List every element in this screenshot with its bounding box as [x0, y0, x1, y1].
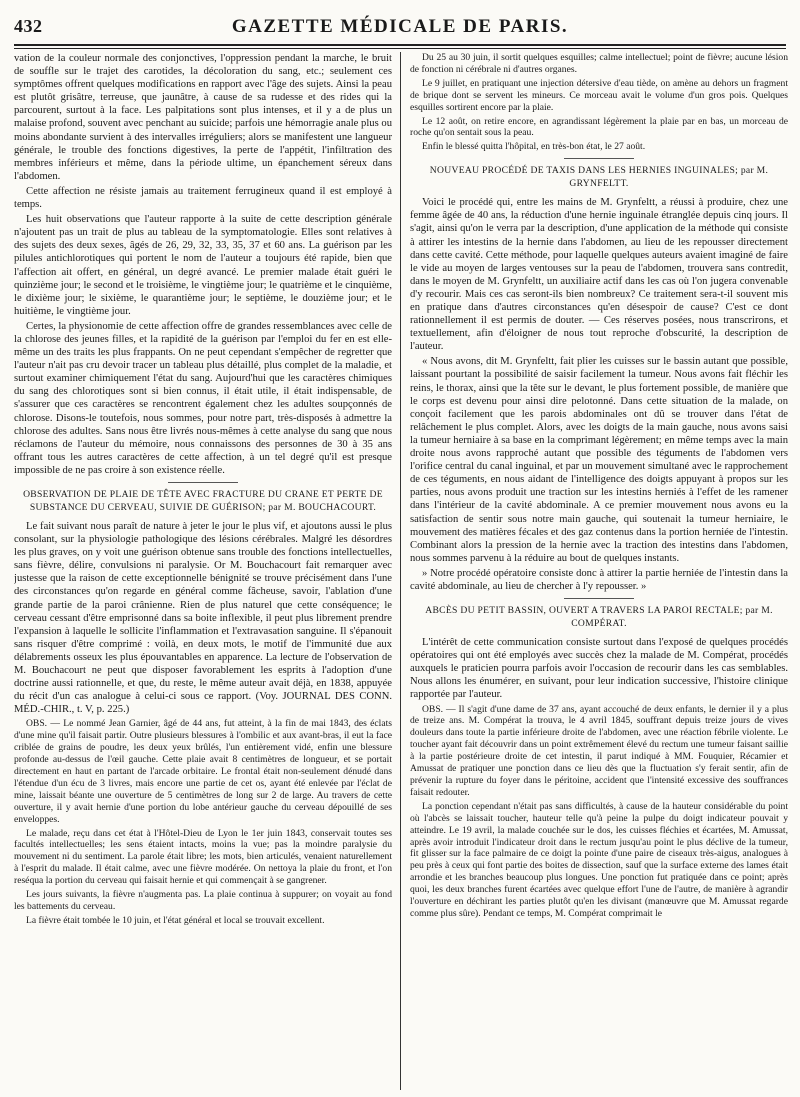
- column-divider: [400, 52, 401, 1090]
- observation-paragraph: Le 12 août, on retire encore, en agrandissant légèrement la plaie par en bas, un morceau de roche qu'on sentait sous la peau.: [410, 115, 788, 139]
- page-number: 432: [14, 16, 43, 36]
- observation-paragraph: La ponction cependant n'était pas sans difficultés, à cause de la hauteur considérable du point où l'abcès se laissait toucher, hauteur telle qu'à peine la pulpe du doigt indicateur pouvait y atteindre. Le 19 avril, la malade couchée sur le dos, les cuisses fléchies et écartées, M. Amussat, après avoir introduit l'indicateur droit dans le rectum jusqu'au point le plus déclive de la tumeur, fit glisser sur la face palmaire de ce doigt la pointe d'une paire de ciseaux très-aigus, analogues à peu près à ceux qui font partie des boites de dissection, sauf que la surface externe des lames était arrondie et les branches beaucoup plus longues. Une ponction fut pratiquée dans ce point; après quoi, les deux branches furent écartées avec quelque effort l'une de l'autre, de manière à agrandir l'ouverture en déchirant les parties plutôt qu'en les divisant (manœuvre que M. Amussat regarde comme plus sûre). Pendant ce temps, M. Compérat comprimait le: [410, 800, 788, 919]
- observation-paragraph: Le 9 juillet, en pratiquant une injection détersive d'eau tiède, on amène au dehors un fragment de brique dont se servent les mineurs. Ce morceau avait le volume d'un gros pois. Quelques esquilles sortirent encore par la plaie.: [410, 77, 788, 113]
- paragraph: Cette affection ne résiste jamais au traitement ferrugineux quand il est employé à temps.: [14, 185, 392, 211]
- observation-paragraph: Enfin le blessé quitta l'hôpital, en très-bon état, le 27 août.: [422, 141, 646, 153]
- observation-paragraph: Du 25 au 30 juin, il sortit quelques esquilles; calme intellectuel; point de fièvre; aucune lésion de fonction ni cérébrale ni d'autres organes.: [410, 52, 788, 75]
- paragraph: » Notre procédé opératoire consiste donc à attirer la partie herniée de l'intestin dans la cavité abdominale, au lieu de chercher à l'y repousser. »: [410, 567, 788, 592]
- observation-paragraph: OBS. — Il s'agit d'une dame de 37 ans, ayant accouché de deux enfants, le dernier il y a plus de treize ans. M. Compérat la trouva, le 4 avril 1845, souffrant depuis treize jours de vives douleurs dans toute la partie inférieure droite de l'abdomen, avec une réaction fébrile violente. Le toucher ayant fait découvrir dans un point extrêmement élevé du rectum une tumeur faisant saillie à la partie postérieure droite de cet intestin, il parut indiqué à MM. Fouquier, Récamier et Amussat de pratiquer une ponction dans ce lieu dès que la fluctuation s'y ferait sentir, afin de prévenir la rupture du foyer dans le péritoine, accident que l'intensité excessive des souffrances faisait redouter.: [410, 703, 788, 798]
- right-column: [410, 52, 788, 1090]
- observation-paragraph: Le malade, reçu dans cet état à l'Hôtel-Dieu de Lyon le 1er juin 1843, conservait toutes ses facultés intellectuelles; les sens étaient intacts, moins la vue; pas la moindre paralysie du mouvement ni du sentiment. La parole était libre; les mots, bien articulés, venaient naturellement à l'esprit du malade. Il était calme, avec une fièvre modérée. On nettoya la plaie du front, et l'on reséqua la portion du cerveau qui faisait hernie et qui commençait à se gangrener.: [14, 827, 392, 887]
- section-separator: [168, 482, 238, 483]
- article-title: NOUVEAU PROCÉDÉ DE TAXIS DANS LES HERNIES INGUINALES; par M. GRYNFELTT.: [429, 165, 769, 189]
- article-title: OBSERVATION DE PLAIE DE TÊTE AVEC FRACTURE DU CRANE ET PERTE DE SUBSTANCE DU CERVEAU, SUIVIE DE GUÉRISON; par M. BOUCHACOURT.: [23, 489, 383, 513]
- paragraph: « Nous avons, dit M. Grynfeltt, fait plier les cuisses sur le bassin autant que possible, laissant pourtant la possibilité de saisir facilement la tumeur. Nous avons fait fléchir les reins, le thorax, ainsi que la tête sur le devant, le plus fortement possible, de manière que le corps est devenu pour ainsi dire pelotonné. Dans cette situation de la malade, on conçoit facilement que les parois abdominales ont dû se trouver dans l'état de relâchement le plus complet. Alors, avec les doigts de la main gauche, nous avons saisi la tumeur herniaire à sa base en la comprimant légèrement; en même temps avec la main droite nous avons rapproché autant que possible des téguments de l'abdomen vers l'orifice central du canal inguinal, et par un mouvement simultané avec le rapprochement de ces téguments, en nous aidant de l'intelligence des doigts appuyant à propos sur les parties, nous avons produit une traction sur les intestins herniés à l'effet de les ramener dans l'intérieur de la cavité abdominale. A ce premier mouvement nous avons eu la satisfaction de sentir sous notre main gauche, qui soutenait la tumeur herniaire, le mouvement des matières fécales et des gaz contenus dans la portion herniée de l'intestin. Combinant alors la pression de la hernie avec la traction des intestins dans l'abdomen, nous sommes parvenu à la réduire au bout de quelques instants.: [410, 356, 788, 564]
- header-rule: [14, 44, 786, 49]
- paragraph: vation de la couleur normale des conjonctives, l'oppression pendant la marche, le bruit de souffle sur le trajet des carotides, la décoloration du sang, etc.; seulement ces symptômes offrent quelques modifications en rapport avec l'âge des sujets. Ainsi la peau est plutôt grisâtre, terreuse, que jaunâtre, à cause de sa rudesse et des rides qui la parcourent, surtout à la face. Les palpitations sont plus intenses, et il y a de plus un malaise profond, souvent avec penchant au suicide; parfois une hémorragie anale plus ou moins abondante survient à des intervalles irréguliers; alors se manifestent une langueur générale, le trouble des fonctions digestives, la perte de l'appétit, l'infiltration des membres inférieurs et même, dans la période ultime, un épanchement séreux dans l'abdomen.: [14, 53, 392, 182]
- article-title: ABCÈS DU PETIT BASSIN, OUVERT A TRAVERS LA PAROI RECTALE; par M. COMPÉRAT.: [425, 605, 773, 629]
- journal-title: GAZETTE MÉDICALE DE PARIS.: [231, 16, 569, 37]
- observation-paragraph: La fièvre était tombée le 10 juin, et l'état général et local se trouvait excellent.: [26, 914, 325, 926]
- section-separator: [564, 598, 634, 599]
- section-separator: [564, 158, 634, 159]
- paragraph: Les huit observations que l'auteur rapporte à la suite de cette description générale n'ajoutent pas un trait de plus au tableau de la symptomatologie. Elles sont relatives à des sujets des deux sexes, âgés de 26, 29, 32, 33, 35, 37 et 60 ans. La guérison par les pilules antichlorotiques qui portent le nom de l'auteur a toujours été rapide, bien que l'affection ait offert, en général, un degré avancé. Le premier malade était guéri le quinzième jour; le second et le troisième, le vingtième jour; le quatrième et le cinquième, le dixième jour; le sixième, le quarantième jour; le septième, le douzième jour; et le huitième, le vingtième jour.: [14, 214, 392, 317]
- page-header: [14, 16, 786, 46]
- observation-paragraph: OBS. — Le nommé Jean Garnier, âgé de 44 ans, fut atteint, à la fin de mai 1843, des éclats d'une mine qu'il faisait partir. Outre plusieurs blessures à l'ombilic et aux avant-bras, il eut la face criblée de grains de poudre, les deux yeux brûlés, l'un entièrement vidé, enfin une blessure profonde au-dessus de l'œil gauche. Cette plaie avait 8 centimètres de longueur, et se portait directement en haut en partant de l'arcade orbitaire. Le frontal était non-seulement dénudé dans l'étendue d'un écu de 3 livres, mais encore une partie de cet os, ayant été enlevée par l'éclat de mine, laissait béante une ouverture de 5 centimètres de long sur 2 de large. Au travers de cette ouverture, il y avait hernie d'une portion du lobe antérieur gauche du cerveau dépouillé de ses enveloppes.: [14, 718, 392, 825]
- paragraph: Le fait suivant nous paraît de nature à jeter le jour le plus vif, et ajoutons aussi le plus consolant, sur la physiologie pathologique des lésions cérébrales. Malgré les désordres les plus graves, on y voit une guérison obtenue sans trouble des fonctions intellectuelles, sans fièvre, délire, convulsions ni paralysie. Or M. Bouchacourt fait remarquer avec justesse que la raison de cette exceptionnelle bénignité se trouve précisément dans l'une des circonstances qu'on regarde en général comme fâcheuse, savoir, l'ablation d'une grande partie de la paroi crânienne. Rien de plus naturel que cette conséquence; le cerveau cessant d'être emprisonné dans sa boite inflexible, il peut plus librement prendre l'expansion à laquelle le sollicite l'inflammation et l'extravasation sanguine. Il s'épanouit sans risquer d'être comprimé : voilà, en deux mots, le motif de l'immunité due aux délabrements osseux les plus épouvantables en apparence. La lecture de l'observation de M. Bouchacourt ne peut que disposer favorablement les esprits à l'adoption d'une doctrine aussi rationnelle, et que, du reste, le même auteur avait déjà, en 1838, appuyée du récit d'un cas analogue à celui-ci sous ce rapport. (Voy. JOURNAL DES CONN. MÉD.-CHIR., t. V, p. 225.): [14, 521, 392, 716]
- paragraph: Certes, la physionomie de cette affection offre de grandes ressemblances avec celle de la chlorose des jeunes filles, et la rapidité de la guérison par l'emploi du fer en est elle-même un des traits les plus frappants. On ne peut cependant s'empêcher de regretter que l'auteur n'ait pas cru devoir tracer un tableau plus détaillé, plus complet de la maladie, et surtout examiner chimiquement l'état du sang. Aujourd'hui que les caractères chimiques du sang des chlorotiques sont si bien connus, il était utile, il était indispensable, de s'assurer que ces caractères se rencontrent également chez les adultes soupçonnés de chlorose. Disons-le toutefois, nous sommes, pour notre part, très-disposés à admettre la chlorose des adultes. Sans nous être livrés nous-mêmes à cette analyse du sang que nous réclamons de l'auteur du mémoire, nous connaissons des personnes de 30 à 35 ans offrant tous les autres caractères de cette affection, à un tel degré qu'il est presque impossible de ne pas croire à son existence réelle.: [14, 320, 392, 476]
- paragraph: Voici le procédé qui, entre les mains de M. Grynfeltt, a réussi à produire, chez une femme âgée de 40 ans, la réduction d'une hernie inguinale étranglée depuis cinq jours. Il s'agit, ainsi qu'on le verra par la description, d'une application de la méthode qui consiste à attirer les intestins de la hernie dans l'abdomen, au lieu de les repousser directement dans cette cavité. Cette méthode, pour laquelle quelques auteurs avaient imaginé de faire le vide au moyen de larges ventouses sur la peau de l'abdomen, trouvera sans contredit, dans le moyen de M. Grynfeltt, un auxiliaire actif dans les cas où l'on jugera convenable d'y recourir. Mais ces cas seront-ils bien nombreux? Ce traitement sera-t-il souvent mis en pratique dans d'autres circonstances qu'en désespoir de cause? C'est ce dont rationnellement il est permis de douter. — Ces réserves posées, nous transcrirons, et textuellement, afin d'éloigner de nous tout reproche d'obscurité, la description de l'auteur.: [410, 197, 788, 353]
- left-column: [14, 52, 392, 1090]
- paragraph: L'intérêt de cette communication consiste surtout dans l'exposé de quelques procédés opératoires qui ont été employés avec succès chez la malade de M. Compérat, procédés auxquels le praticien pourra parfois avoir l'occasion de recourir dans les cas semblables. Nous allons les énumérer, en suivant, pour leur indication successive, l'histoire clinique rapportée par l'auteur.: [410, 637, 788, 701]
- observation-paragraph: Les jours suivants, la fièvre n'augmenta pas. La plaie continua à suppurer; on voyait au fond les battements du cerveau.: [14, 889, 392, 912]
